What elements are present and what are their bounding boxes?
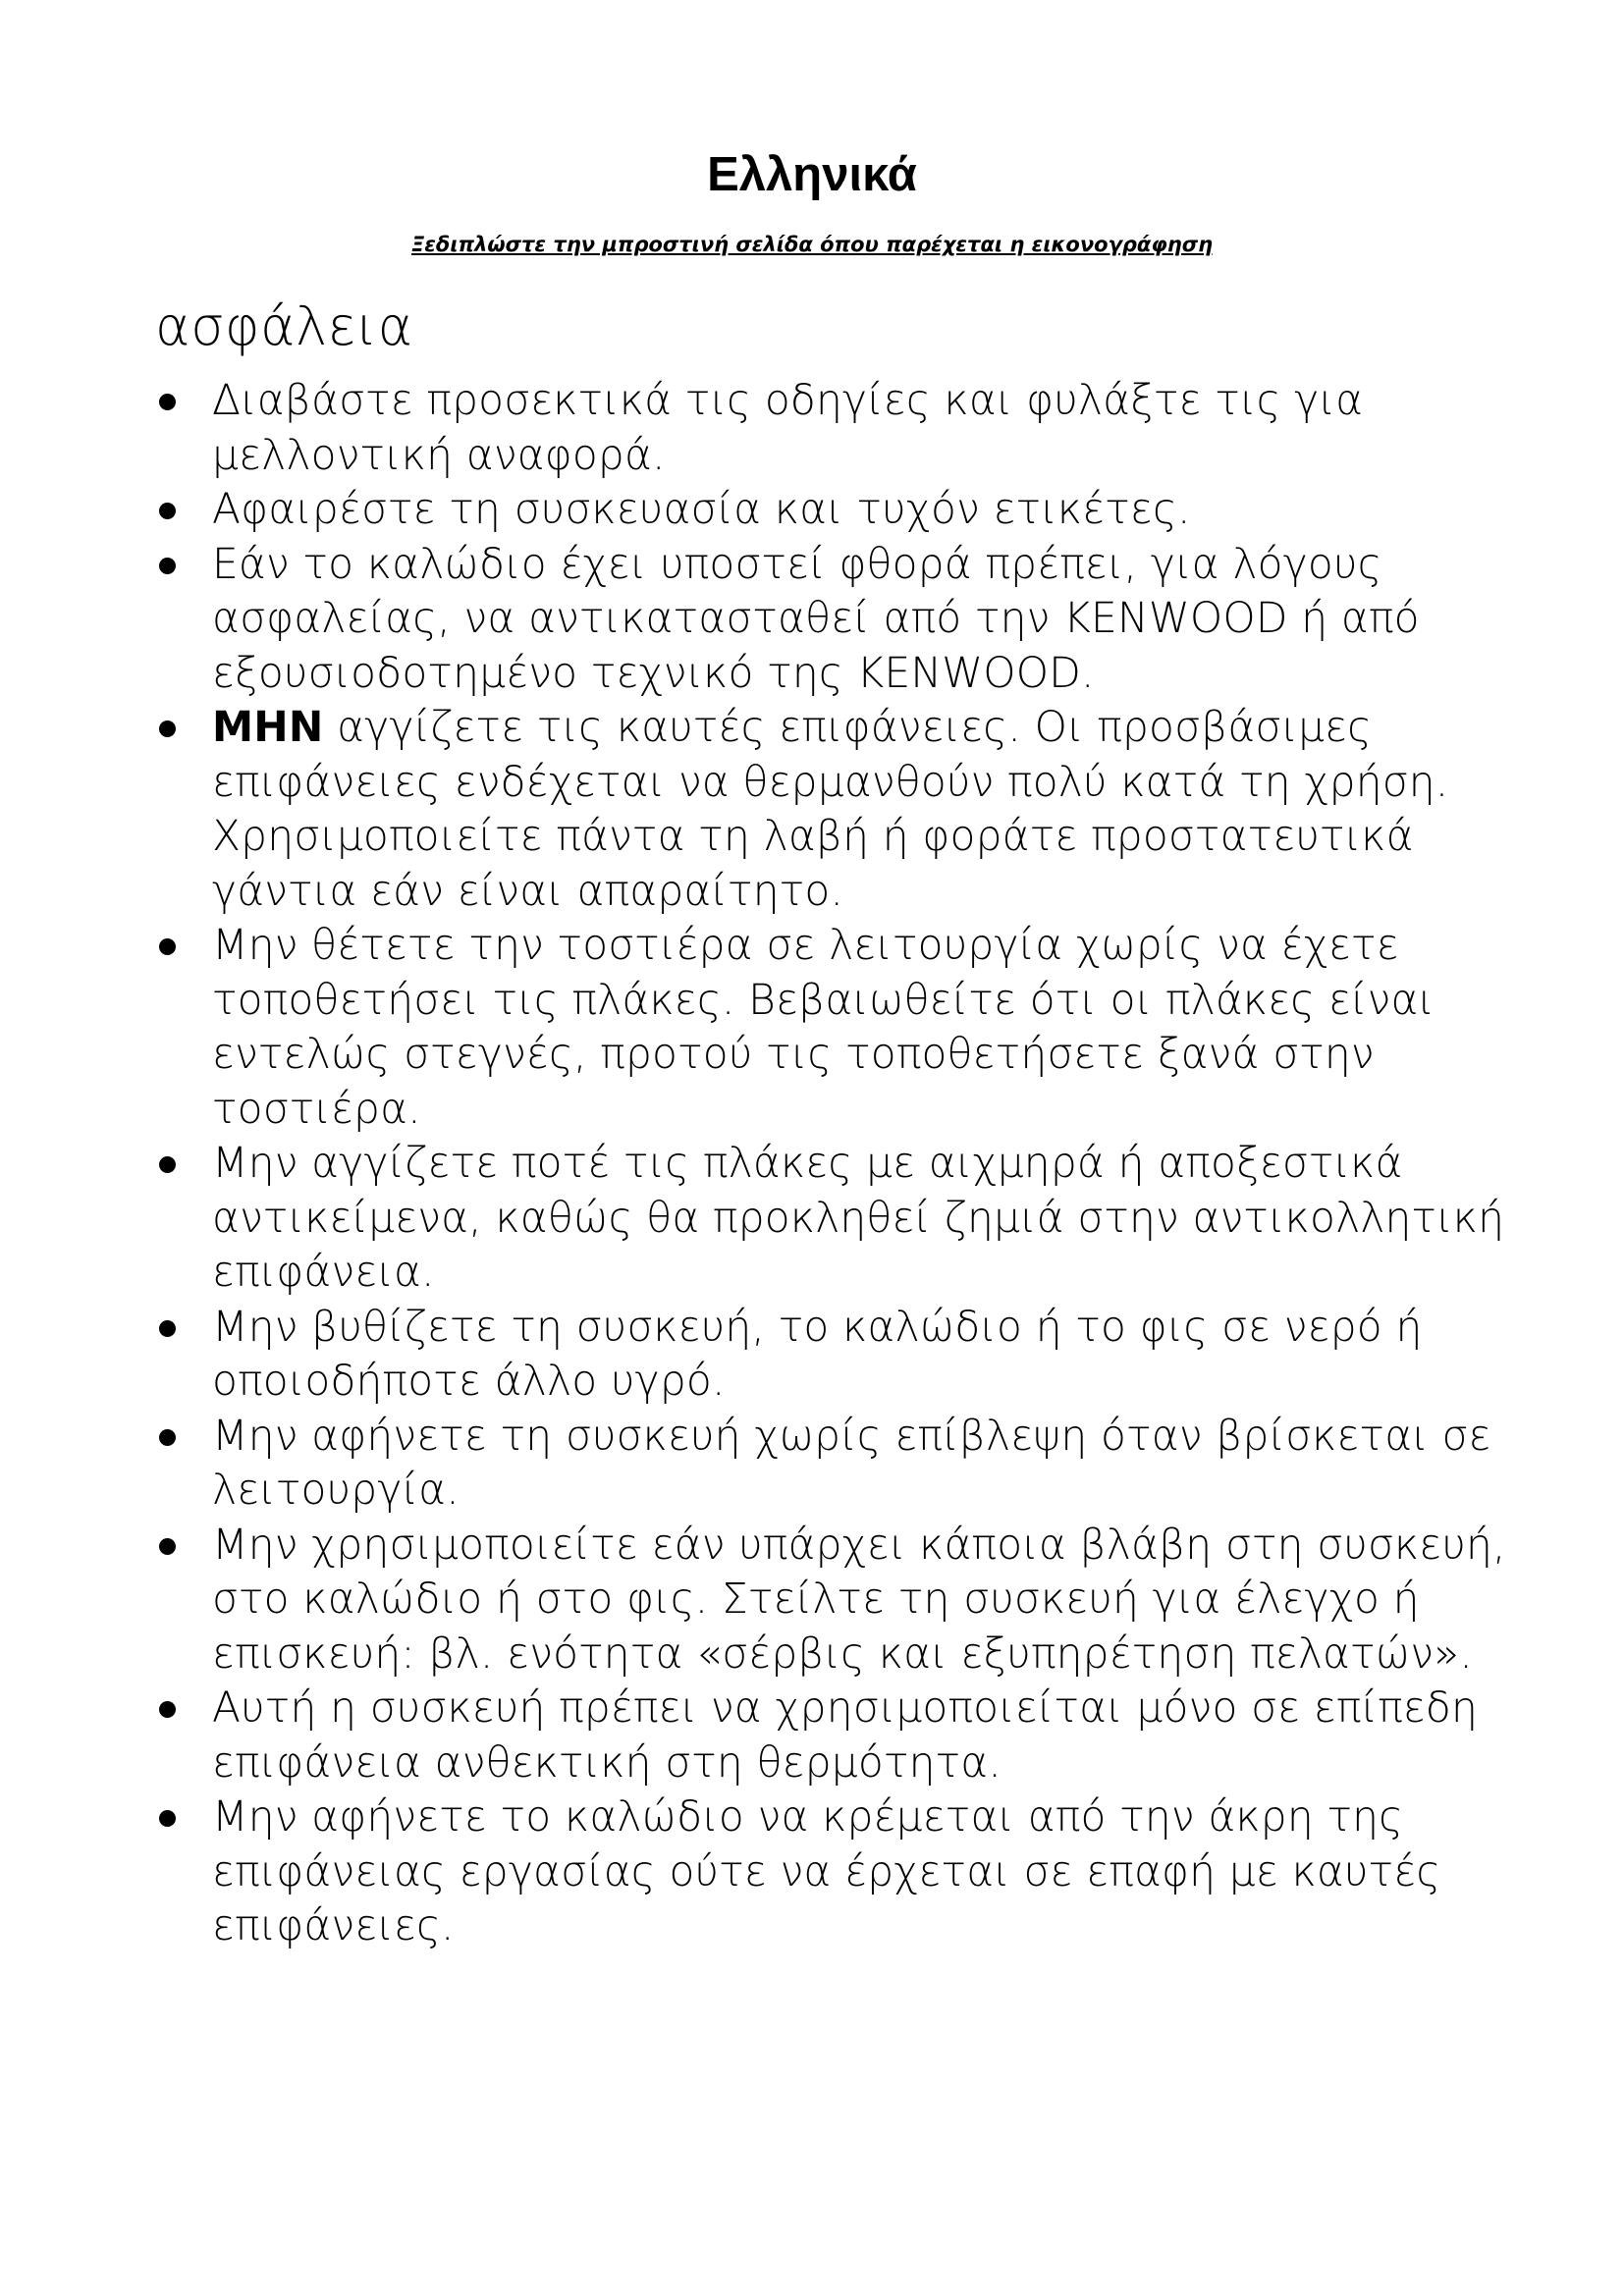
bullet-icon — [159, 1156, 176, 1173]
item-text: αγγίζετε τις καυτές επιφάνειες. Οι προσβάσιμες επιφάνειες ενδέχεται να θερμανθούν πολύ κατά τη χρήση. Χρησιμοποιείτε πάντα τη λαβή ή φοράτε προστατευτικά γάντια εάν είναι απαραίτητο. — [212, 703, 1449, 915]
item-text: Εάν το καλώδιο έχει υποστεί φθορά πρέπει, για λόγους ασφαλείας, να αντικατασταθεί από την KENWOOD ή από εξουσιοδοτημένο τεχνικό της KENWOOD. — [212, 539, 1420, 697]
bullet-icon — [159, 1538, 176, 1555]
safety-item — [155, 537, 1510, 701]
page-title: Ελληνικά — [707, 148, 917, 201]
safety-list — [155, 373, 1510, 1953]
safety-item — [155, 1136, 1510, 1300]
item-text: Διαβάστε προσεκτικά τις οδηγίες και φυλάξτε τις για μελλοντική αναφορά. — [212, 376, 1364, 479]
bullet-icon — [159, 1320, 176, 1337]
item-text: Μην χρησιμοποιείτε εάν υπάρχει κάποια βλάβη στη συσκευή, στο καλώδιο ή στο φις. Στείλτε τη συσκευή για έλεγχο ή επισκευή: βλ. ενότητα «σέρβις και εξυπηρέτηση πελατών». — [212, 1520, 1506, 1678]
bullet-icon — [159, 558, 176, 574]
safety-item — [155, 482, 1510, 537]
item-text: Αφαιρέστε τη συσκευασία και τυχόν ετικέτες. — [212, 485, 1191, 533]
safety-item — [155, 1300, 1510, 1409]
safety-item — [155, 700, 1510, 918]
item-text: Μην αγγίζετε ποτέ τις πλάκες με αιχμηρά ή αποξεστικά αντικείμενα, καθώς θα προκληθεί ζημιά στην αντικολλητική επιφάνεια. — [212, 1139, 1505, 1296]
bullet-icon — [159, 1701, 176, 1718]
safety-item — [155, 1518, 1510, 1682]
item-text: Αυτή η συσκευή πρέπει να χρησιμοποιείται μόνο σε επίπεδη επιφάνεια ανθεκτική στη θερμότητα. — [212, 1683, 1479, 1787]
bullet-icon — [159, 503, 176, 519]
item-text: Μην θέτετε την τοστιέρα σε λειτουργία χωρίς να έχετε τοποθετήσει τις πλάκες. Βεβαιωθείτε ότι οι πλάκες είναι εντελώς στεγνές, προτού τις τοποθετήσετε ξανά στην τοστιέρα. — [212, 921, 1435, 1133]
item-text: Μην βυθίζετε τη συσκευή, το καλώδιο ή το φις σε νερό ή οποιοδήποτε άλλο υγρό. — [212, 1302, 1423, 1405]
safety-item — [155, 1409, 1510, 1518]
bullet-icon — [159, 721, 176, 737]
bullet-icon — [159, 1810, 176, 1827]
item-emphasis: ΜΗΝ — [212, 703, 324, 751]
safety-item — [155, 373, 1510, 482]
item-text: Μην αφήνετε το καλώδιο να κρέμεται από την άκρη της επιφάνειας εργασίας ούτε να έρχεται σε επαφή με καυτές επιφάνειες. — [212, 1792, 1441, 1949]
bullet-icon — [159, 938, 176, 955]
safety-heading: ασφάλεια — [155, 295, 413, 357]
safety-item — [155, 1789, 1510, 1953]
bullet-icon — [159, 1429, 176, 1446]
safety-item — [155, 1681, 1510, 1789]
safety-item — [155, 918, 1510, 1136]
bullet-icon — [159, 394, 176, 410]
item-text: Μην αφήνετε τη συσκευή χωρίς επίβλεψη όταν βρίσκεται σε λειτουργία. — [212, 1411, 1491, 1514]
page-subtitle: Ξεδιπλώστε την μπροστινή σελίδα όπου παρέχεται η εικονογράφηση — [410, 233, 1214, 256]
